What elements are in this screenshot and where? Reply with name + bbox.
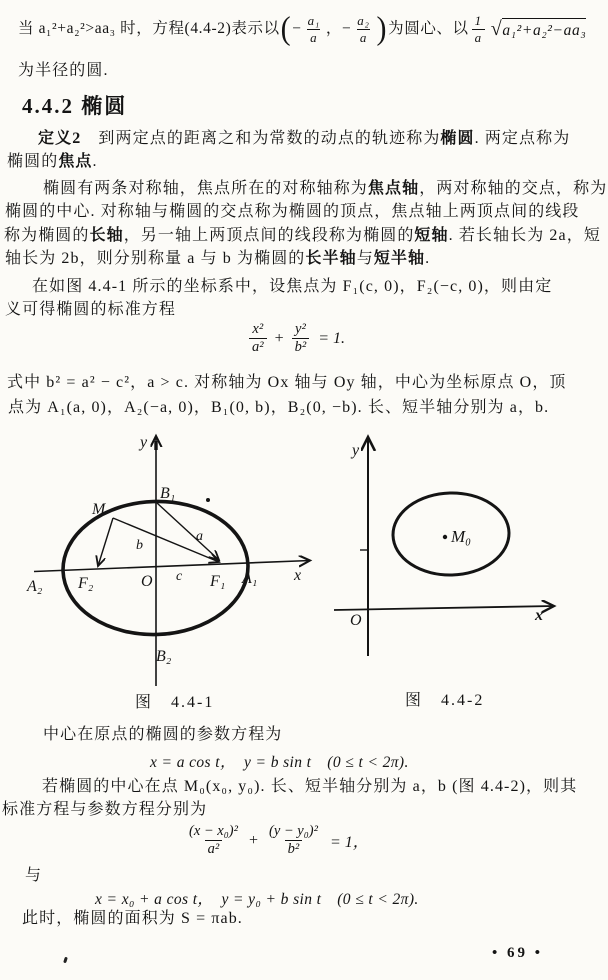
focal-distance-c-label: c xyxy=(176,569,183,584)
minus-sign: − xyxy=(341,20,352,38)
ink-speck xyxy=(63,957,68,964)
text-run: . 两定点称为 xyxy=(474,130,571,147)
equals-one: = 1. xyxy=(318,329,346,347)
text-run: 焦点轴 xyxy=(367,180,420,197)
section-heading: 4.4.2 椭圆 xyxy=(22,94,128,118)
text-run: 定义2 xyxy=(38,130,82,147)
text-run: 称为椭圆的 xyxy=(4,227,90,244)
paragraph-line xyxy=(8,398,549,418)
text-run: 长半轴 xyxy=(305,250,357,267)
y-axis-label: y xyxy=(140,434,148,451)
intro-seg1: 当 a₁²+a₂²>aa₃ 时，方程(4.4-2)表示以 xyxy=(18,20,280,38)
intro-line-2: 为半径的圆. xyxy=(18,62,109,79)
text-run: . xyxy=(425,250,431,267)
fraction-numerator: x² xyxy=(252,321,264,337)
fraction-numerator: (y − y₀)² xyxy=(268,823,318,839)
fraction-y2-over-b2 xyxy=(292,322,310,355)
text-run: 长轴 xyxy=(89,227,124,244)
center-point-dot xyxy=(443,535,447,539)
parametric-equation-translated: x = x₀ + a cos t， y = y₀ + b sin t (0 ≤ t < 2π). xyxy=(95,891,419,908)
text-run: 此时，椭圆的面积为 S = πab. xyxy=(22,910,243,927)
paragraph-line xyxy=(5,202,580,222)
minus-sign: − xyxy=(292,20,302,38)
fraction-a2-over-a xyxy=(354,14,372,44)
radicand: a₁²+a₂²−aa₃ xyxy=(502,18,586,40)
text-run: 标准方程与参数方程分别为 xyxy=(2,801,208,818)
text-run: 短半轴 xyxy=(373,250,426,267)
paragraph-line xyxy=(43,725,282,745)
plus-sign: + xyxy=(248,831,258,849)
fraction-denominator: a xyxy=(472,29,485,45)
paragraph-line xyxy=(2,800,207,820)
equals-one: = 1， xyxy=(329,834,369,852)
left-paren: ( xyxy=(280,10,292,47)
standard-equation xyxy=(246,322,345,355)
fraction-x2-over-a2 xyxy=(249,322,267,355)
right-paren: ) xyxy=(376,10,388,47)
x-axis-label: x xyxy=(294,567,302,584)
segment-M-F2 xyxy=(98,518,113,566)
fraction-1-over-a xyxy=(472,14,485,44)
paragraph-line xyxy=(5,300,176,320)
paragraph-line xyxy=(43,179,607,199)
origin-label: O xyxy=(350,612,362,629)
focus-F1-label: F₁ xyxy=(210,573,226,590)
intro-line-1 xyxy=(18,10,587,47)
text-run: 椭圆的中心. 对称轴与椭圆的交点称为椭圆的顶点，焦点轴上两顶点间的线段 xyxy=(5,203,580,220)
semi-major-a-label: a xyxy=(196,529,203,544)
text-run: 短轴 xyxy=(414,227,449,244)
text-run: 椭圆有两条对称轴，焦点所在的对称轴称为 xyxy=(43,180,368,197)
fraction-numerator: a₁ xyxy=(307,13,320,28)
paragraph-line xyxy=(4,226,601,246)
figure-ellipse-with-foci xyxy=(10,430,325,692)
text-run: . 若长轴长为 2a，短 xyxy=(448,227,601,244)
fraction-numerator: 1 xyxy=(474,13,482,28)
paragraph-line xyxy=(42,777,577,797)
figure2-caption: 图 4.4-2 xyxy=(405,692,485,709)
fraction-yshift-over-b2 xyxy=(266,824,321,857)
fraction-xshift-over-a2 xyxy=(186,824,241,857)
vertex-B2-label: B₂ xyxy=(156,648,172,665)
intro-seg2: 为圆心、以 xyxy=(388,20,469,38)
vertex-A1-label: A₁ xyxy=(242,570,258,587)
translated-standard-equation xyxy=(183,824,369,857)
fraction-denominator: b² xyxy=(292,338,310,355)
text-run: . xyxy=(92,153,98,170)
text-run: 点为 A₁(a, 0)，A₂(−a, 0)，B₁(0, b)，B₂(0, −b). 长、短半轴分别为 a，b. xyxy=(8,399,550,416)
paragraph-line xyxy=(32,277,552,297)
center-M0-label: M₀ xyxy=(451,527,472,546)
text-run: 若椭圆的中心在点 M₀(x₀, y₀). 长、短半轴分别为 a，b (图 4.4-2)，则其 xyxy=(42,778,578,795)
text-run: 中心在原点的椭圆的参数方程为 xyxy=(43,726,283,743)
text-run: 义可得椭圆的标准方程 xyxy=(5,301,177,318)
text-run: 与 xyxy=(25,867,43,884)
fraction-numerator: y² xyxy=(295,321,306,337)
plus-sign: + xyxy=(274,329,284,347)
text-run: 轴长为 2b，则分别称量 a 与 b 为椭圆的 xyxy=(5,250,306,267)
semi-minor-b-label: b xyxy=(136,538,143,553)
text-run: 焦点 xyxy=(58,153,93,170)
x-axis xyxy=(34,561,310,572)
paragraph-line xyxy=(7,373,567,393)
vertex-B1-label: B₁ xyxy=(160,485,176,502)
text-run: 椭圆 xyxy=(440,130,475,147)
fraction-numerator: a₂ xyxy=(357,13,370,28)
paragraph-line xyxy=(38,129,570,149)
y-axis-label: y xyxy=(352,442,360,459)
parametric-equation-origin: x = a cos t， y = b sin t (0 ≤ t < 2π). xyxy=(150,754,409,771)
paragraph-line xyxy=(7,152,98,172)
x-axis-label: x xyxy=(535,607,543,624)
page-number: • 69 • xyxy=(492,945,544,961)
text-run: 式中 b² = a² − c²，a > c. 对称轴为 Ox 轴与 Oy 轴，中心为坐标原点 O，顶 xyxy=(7,374,567,391)
paragraph-line xyxy=(25,866,42,886)
ink-speck xyxy=(206,498,210,502)
fraction-denominator: b² xyxy=(285,840,303,857)
fraction-denominator: a xyxy=(357,29,370,45)
figure1-caption: 图 4.4-1 xyxy=(135,694,215,711)
fraction-denominator: a xyxy=(307,29,320,45)
radical-sign: √ xyxy=(490,17,503,40)
text-run: ，另一轴上两顶点间的线段称为椭圆的 xyxy=(123,227,415,244)
figure-translated-ellipse xyxy=(330,430,580,680)
vertex-A2-label: A₂ xyxy=(27,578,43,595)
text-run: ，两对称轴的交点，称为 xyxy=(419,180,608,197)
fraction-denominator: a² xyxy=(205,840,223,857)
paragraph-line xyxy=(5,249,430,269)
fraction-a1-over-a xyxy=(305,14,323,44)
fraction-denominator: a² xyxy=(249,338,267,355)
origin-label: O xyxy=(141,573,153,590)
paragraph-line xyxy=(22,909,243,929)
segment-M-F1 xyxy=(113,518,219,562)
text-run: 与 xyxy=(356,250,374,267)
focus-F2-label: F₂ xyxy=(78,575,94,592)
fraction-numerator: (x − x₀)² xyxy=(189,823,238,839)
point-M-label: M xyxy=(92,501,106,518)
text-run: 椭圆的 xyxy=(7,153,59,170)
text-run: 在如图 4.4-1 所示的坐标系中，设焦点为 F₁(c, 0)，F₂(−c, 0)，则由定 xyxy=(32,278,553,295)
text-run: 到两定点的距离之和为常数的动点的轨迹称为 xyxy=(81,130,441,147)
comma: ， xyxy=(325,20,342,38)
